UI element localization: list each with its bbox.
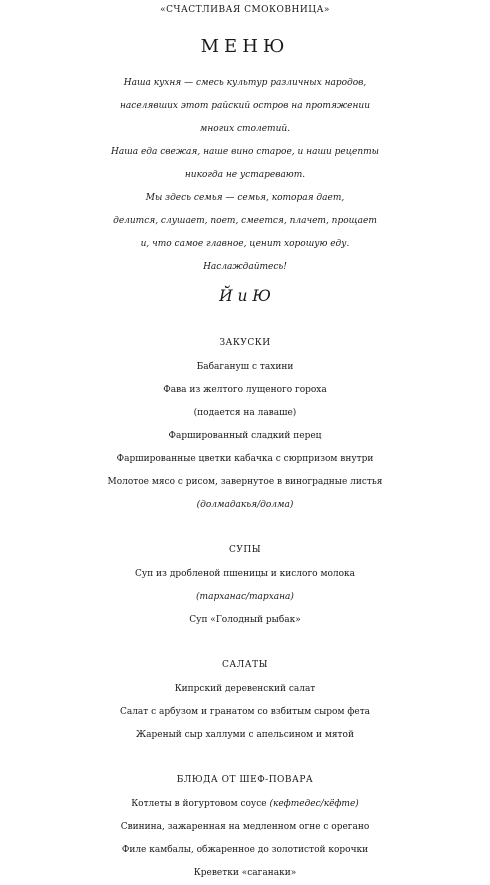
intro-line: никогда не устаревают. <box>184 170 306 180</box>
section-appetizers <box>0 332 490 517</box>
menu-item <box>0 793 490 816</box>
menu-item: Бабагануш с тахини <box>196 362 294 372</box>
menu-item: Фава из желтого лущеного гороха <box>163 385 327 395</box>
menu-item-alt-name: (кефтедес/кёфте) <box>269 799 359 809</box>
menu-item: Филе камбалы, обжаренное до золотистой корочки <box>121 845 369 855</box>
section-soups <box>0 539 490 632</box>
intro-line: Мы здесь семья — семья, которая дает, <box>145 193 345 203</box>
restaurant-title: «СЧАСТЛИВАЯ СМОКОВНИЦА» <box>160 5 330 15</box>
intro-line: населявших этот райский остров на протяжении <box>119 101 370 111</box>
menu-item: Суп «Голодный рыбак» <box>189 615 301 625</box>
intro-signature: Й и Ю <box>219 287 271 305</box>
section-salads <box>0 654 490 747</box>
intro-line: Наша кухня — смесь культур различных народов, <box>123 78 367 88</box>
intro-text <box>0 72 490 279</box>
menu-item-note: (тарханас/тархана) <box>196 592 294 602</box>
menu-item: Салат с арбузом и гранатом со взбитым сыром фета <box>119 707 371 717</box>
section-title: ЗАКУСКИ <box>219 338 271 348</box>
intro-line: и, что самое главное, ценит хорошую еду. <box>140 239 350 249</box>
menu-item: Фаршированный сладкий перец <box>168 431 322 441</box>
section-title: СУПЫ <box>228 545 262 555</box>
menu-heading: МЕНЮ <box>200 36 290 57</box>
menu-item: Суп из дробленой пшеницы и кислого молока <box>135 569 355 579</box>
menu-item: (подается на лаваше) <box>193 408 297 418</box>
intro-line: делится, слушает, поет, смеется, плачет, прощает <box>113 216 377 226</box>
intro-line: многих столетий. <box>199 124 291 134</box>
menu-item-note: (долмадакья/долма) <box>196 500 294 510</box>
section-title: САЛАТЫ <box>222 660 268 670</box>
menu-item: Кипрский деревенский салат <box>174 684 316 694</box>
menu-item-text: Котлеты в йогуртовом соусе <box>131 799 267 809</box>
intro-line: Наслаждайтесь! <box>203 262 287 272</box>
menu-item: Свинина, зажаренная на медленном огне с орегано <box>120 822 370 832</box>
menu-item: Жареный сыр халлуми с апельсином и мятой <box>136 730 354 740</box>
menu-item: Молотое мясо с рисом, завернутое в виноградные листья <box>107 477 383 487</box>
menu-item: Креветки «саганаки» <box>193 868 297 878</box>
section-title: БЛЮДА ОТ ШЕФ-ПОВАРА <box>176 775 314 785</box>
intro-line: Наша еда свежая, наше вино старое, и наши рецепты <box>110 147 379 157</box>
menu-item: Фаршированные цветки кабачка с сюрпризом внутри <box>116 454 374 464</box>
section-chef-specials <box>0 769 490 885</box>
